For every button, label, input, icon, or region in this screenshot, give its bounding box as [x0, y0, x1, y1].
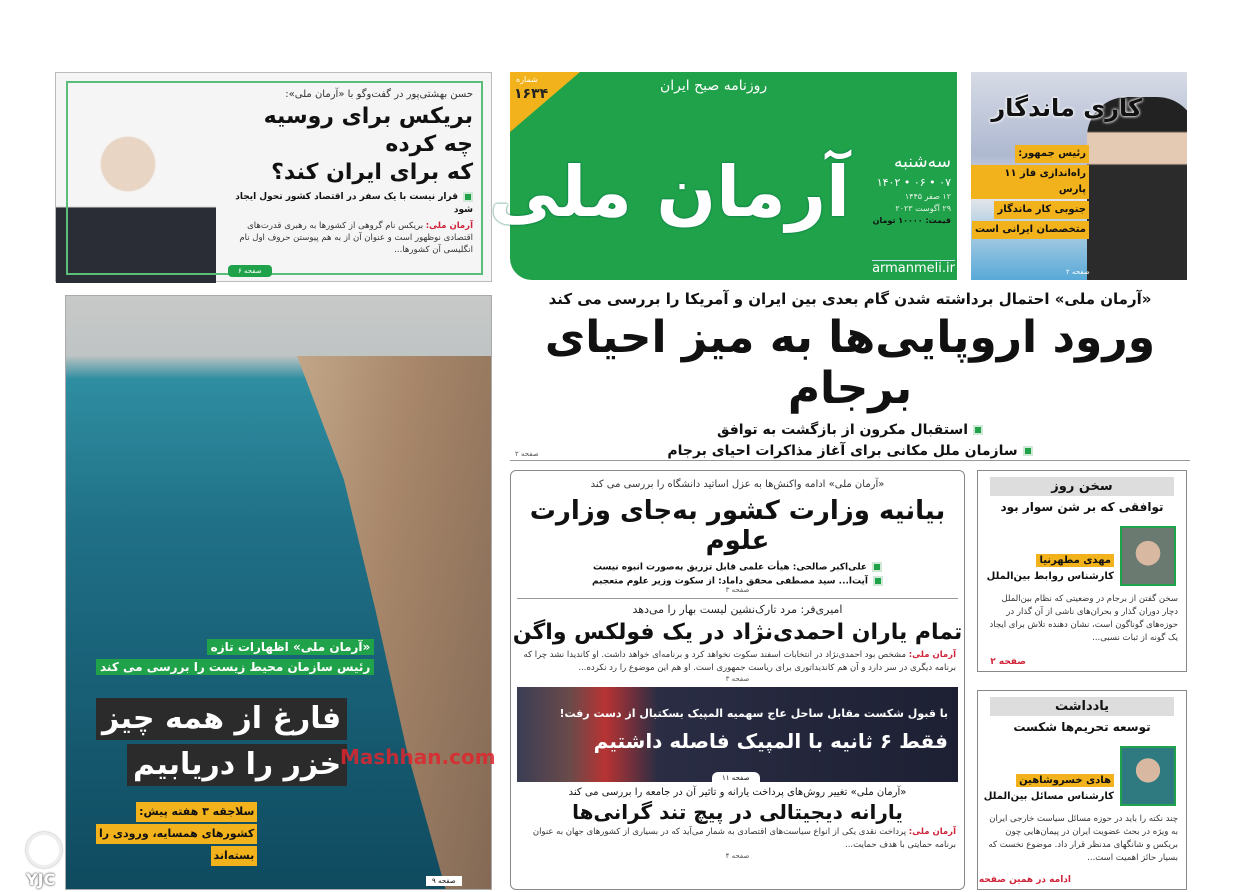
section-header: یادداشت [990, 697, 1174, 716]
yaddasht-box[interactable] [977, 690, 1187, 890]
headline: بریکس برای روسیه چه کرده که برای ایران کند؟ [263, 104, 473, 185]
headline: فارغ از همه چیز خزر را دریابیم [96, 698, 347, 786]
bullet: استقبال مکرون از بازگشت به توافق [510, 422, 1190, 438]
page-ref: صفحه ۳ [725, 675, 750, 683]
caspian-photo-teaser[interactable] [65, 295, 492, 890]
bullet-icon [1023, 446, 1033, 456]
bullet-icon [973, 425, 983, 435]
bullet-icon [463, 192, 473, 202]
page-ref: صفحه ۲ [515, 450, 539, 458]
author-name: هادی خسروشاهین [1016, 774, 1114, 787]
bullet: علی‌اکبر صالحی: هیأت علمی قابل تزریق به‌صورت انبوه نیست [511, 562, 964, 573]
divider [517, 598, 958, 599]
author-role: کارشناس مسائل بین‌الملل [983, 791, 1114, 802]
bullet: آیت‌ا... سید مصطفی محقق داماد: از سکوت وزیر علوم متعجبم [511, 576, 964, 587]
bullet: سازمان ملل مکانی برای آغاز مذاکرات احیای برجام [510, 443, 1190, 459]
page-ref: صفحه ۹ [426, 876, 462, 886]
page-ref: صفحه ۴ [725, 852, 750, 860]
story-headline[interactable]: تمام یاران احمدی‌نژاد در یک فولکس واگن [512, 620, 963, 645]
bullet-icon [872, 562, 882, 572]
column-title: توافقی که بر شن سوار بود [1000, 500, 1164, 514]
kicker: امیری‌فر: مرد تارک‌نشین لیست بهار را می‌دهد [632, 603, 843, 616]
author-block [984, 773, 1114, 802]
page-ref: صفحه ۲ [1066, 268, 1090, 276]
lead: آرمان ملی: پرداخت نقدی یکی از انواع سیاست‌های اقتصادی به شمار می‌آید که در بسیاری از کشورهای جهان به عنوان برنامه حمایتی با هدف حمایت... [532, 827, 956, 850]
story-headline: فقط ۶ ثانیه با المپیک فاصله داشتیم [593, 729, 948, 753]
section-header: سخن روز [990, 477, 1174, 496]
column-excerpt: سخن گفتن از برجام در وضعیتی که نظام بین‌الملل دچار دوران گذار و بحران‌های ناشی از آن گذار در حوزه‌های گوناگون است، نشان دهنده تلاش برای ایجاد یک گونه از ثبات نسبی... [989, 594, 1178, 643]
lead: آرمان ملی: بریکس نام گروهی از کشورها به رهبری قدرت‌های اقتصادی نوظهور است و عنوان آن از به هم پیوستن حروف اول نام انگلیسی آن کشورها... [239, 221, 473, 255]
yellow-quote: سلاجقه ۳ هفته پیش: کشورهای همسایه، ورودی را بسته‌اند [96, 801, 257, 867]
bullet-icon [873, 576, 883, 586]
author-photo [1120, 746, 1176, 806]
page-ref: صفحه ۱۱ [712, 772, 760, 784]
kicker: «آرمان ملی» احتمال برداشته شدن گام بعدی بین ایران و آمریکا را بررسی می کند [548, 290, 1152, 308]
issue-label: شماره [516, 75, 538, 84]
interview-teaser[interactable] [55, 72, 492, 282]
story-headline[interactable]: بیانیه وزارت کشور به‌جای وزارت علوم [529, 496, 946, 556]
date-gregorian: ۲۹ آگوست ۲۰۲۳ [895, 204, 951, 213]
president-photo-teaser[interactable] [971, 72, 1187, 280]
lead: آرمان ملی: مشخص بود احمدی‌نژاد در انتخابات اسفند سکوت نخواهد کرد و برنامه‌ای خواهد داشت. او کاندیدا نشد چرا که برنامه دیگری در سر دارد و آن هم کاندیداتوری برای ریاست جمهوری است. او هم این موضوع را رد نکرده... [523, 650, 956, 673]
main-story[interactable] [510, 290, 1190, 459]
newspaper-logo: آرمان ملی [489, 151, 850, 233]
column-title: توسعه تحریم‌ها شکست [1013, 720, 1151, 734]
kicker: «آرمان ملی» اظهارات تازه رئیس سازمان محیط زیست را بررسی می کند [96, 639, 374, 675]
sokhan-rooz-box[interactable] [977, 470, 1187, 672]
divider [510, 460, 1190, 461]
basketball-banner[interactable] [517, 687, 958, 782]
kicker: حسن بهشتی‌پور در گفت‌وگو با «آرمان ملی»: [285, 89, 473, 100]
tagline: روزنامه صبح ایران [660, 78, 768, 94]
yjc-watermark: YJC [26, 870, 56, 889]
page-ref: صفحه ۶ [228, 265, 272, 277]
author-role: کارشناس روابط بین‌الملل [986, 571, 1114, 582]
author-photo [1120, 526, 1176, 586]
main-headline: ورود اروپایی‌ها به میز احیای برجام [544, 312, 1156, 414]
website[interactable]: armanmeli.ir [872, 261, 955, 276]
page-ref: صفحه ۳ [725, 586, 750, 594]
masthead [489, 72, 957, 280]
author-block [987, 553, 1114, 582]
page-ref: ادامه در همین صفحه [978, 875, 1071, 885]
yellow-quote: رئیس جمهور: راه‌اندازی فاز ۱۱ پارس جنوبی کار ماندگار متخصصان ایرانی است [971, 144, 1089, 240]
date-solar: ۰۷ • ۰۶ • ۱۴۰۲ [876, 176, 951, 189]
weekday: سه‌شنبه [894, 152, 951, 172]
kicker: با قبول شکست مقابل ساحل عاج سهمیه المپیک بسکتبال از دست رفت! [559, 707, 948, 720]
headline: کاری ماندگار [991, 94, 1142, 122]
middle-column [510, 470, 965, 890]
kicker: «آرمان ملی» ادامه واکنش‌ها به عزل اساتید دانشگاه را بررسی می کند [590, 479, 885, 490]
story-headline[interactable]: یارانه دیجیتالی در پیچ تند گرانی‌ها [572, 800, 903, 824]
author-name: مهدی مطهرنیا [1036, 554, 1114, 567]
speaker-photo [1087, 97, 1187, 280]
page-ref: صفحه ۲ [990, 657, 1026, 667]
coastline-image [271, 356, 492, 890]
bullet: قرار نیست با یک سفر در اقتصاد کشور تحول ایجاد شود [235, 192, 473, 215]
mashhan-watermark: Mashhan.com [340, 745, 496, 769]
yjc-logo-icon [26, 832, 62, 868]
kicker: «آرمان ملی» تغییر روش‌های پرداخت یارانه و تاثیر آن در جامعه را بررسی می کند [568, 787, 907, 798]
issue-number: ۱۶۳۴ [514, 86, 549, 102]
column-excerpt: چند نکته را باید در حوزه مسائل سیاست خارجی ایران به ویژه در بحث عضویت ایران در پیمان‌هایی چون بریکس و شانگهای مدنظر قرار داد. موضوع نخست که بسیار حائز اهمیت است... [988, 814, 1178, 863]
date-hijri: ۱۲ صفر ۱۴۴۵ [904, 192, 951, 201]
price: قیمت: ۱۰۰۰۰ تومان [872, 216, 951, 225]
